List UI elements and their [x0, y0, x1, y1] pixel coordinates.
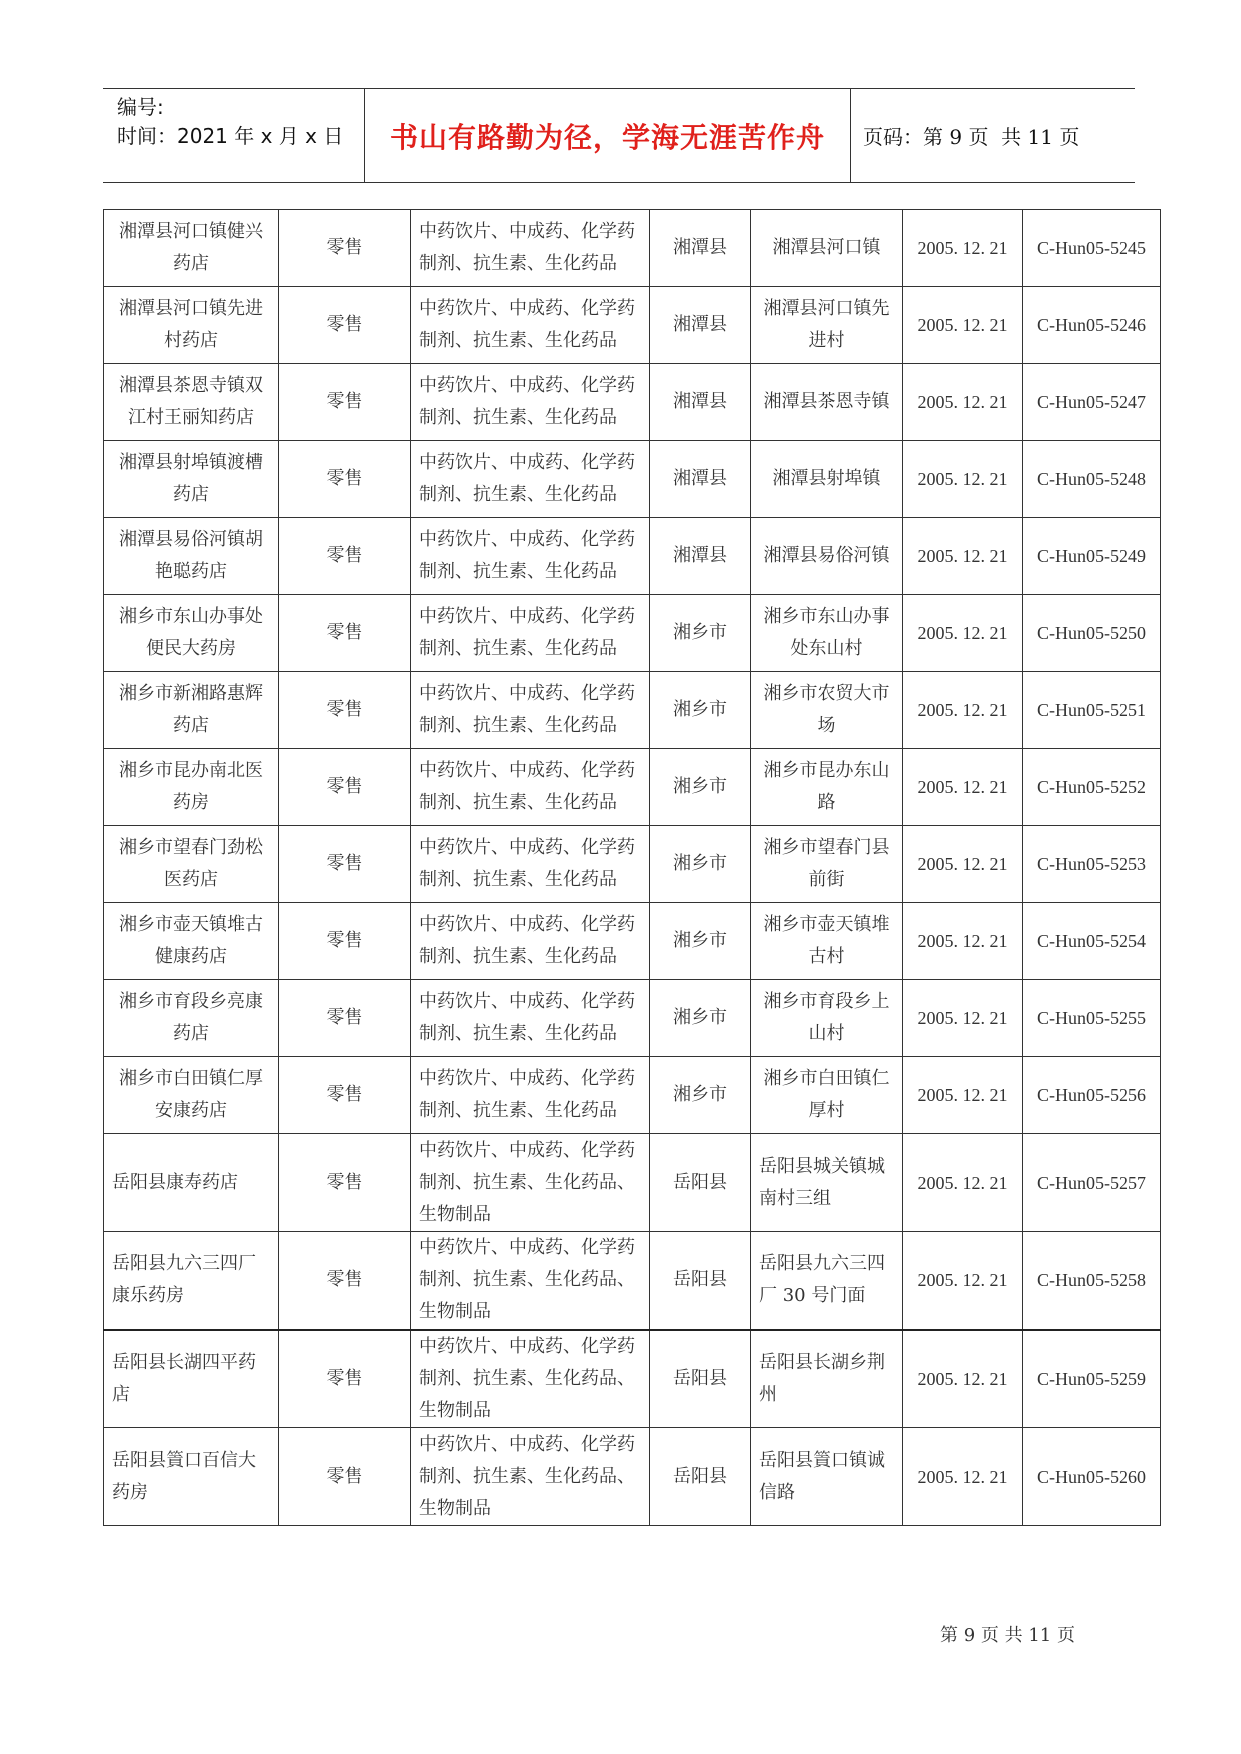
pharmacy-name-cell: 湘潭县河口镇先进村药店 [104, 287, 279, 364]
region-cell: 湘乡市 [650, 595, 751, 672]
issue-date-cell: 2005. 12. 21 [903, 210, 1023, 287]
certificate-code-cell: C-Hun05-5245 [1023, 210, 1161, 287]
table-body [104, 210, 1161, 1526]
address-cell: 湘潭县茶恩寺镇 [751, 364, 903, 441]
table-row [104, 672, 1161, 749]
table-row [104, 826, 1161, 903]
pharmacy-name-cell: 岳阳县九六三四厂康乐药房 [104, 1232, 279, 1330]
issue-date-cell: 2005. 12. 21 [903, 903, 1023, 980]
business-type-cell: 零售 [279, 441, 411, 518]
address-cell: 湘乡市白田镇仁厚村 [751, 1057, 903, 1134]
certificate-code-cell: C-Hun05-5251 [1023, 672, 1161, 749]
business-scope-cell: 中药饮片、中成药、化学药制剂、抗生素、生化药品 [411, 210, 650, 287]
address-cell: 湘乡市昆办东山路 [751, 749, 903, 826]
address-cell: 岳阳县长湖乡荆州 [751, 1330, 903, 1428]
region-cell: 湘潭县 [650, 287, 751, 364]
table-row [104, 441, 1161, 518]
region-cell: 湘潭县 [650, 441, 751, 518]
issue-date-cell: 2005. 12. 21 [903, 1057, 1023, 1134]
address-cell: 湘乡市农贸大市场 [751, 672, 903, 749]
pharmacy-name-cell: 湘乡市望春门劲松医药店 [104, 826, 279, 903]
issue-date-cell: 2005. 12. 21 [903, 287, 1023, 364]
region-cell: 湘乡市 [650, 672, 751, 749]
issue-date-cell: 2005. 12. 21 [903, 1330, 1023, 1428]
region-cell: 湘乡市 [650, 980, 751, 1057]
address-cell: 湘乡市育段乡上山村 [751, 980, 903, 1057]
page-footer: 第 9 页 共 11 页 [940, 1625, 1075, 1646]
page-header [103, 88, 1135, 183]
business-scope-cell: 中药饮片、中成药、化学药制剂、抗生素、生化药品 [411, 826, 650, 903]
table-row [104, 749, 1161, 826]
header-page-number [863, 89, 1079, 182]
time-label: 时间：2021 年 x 月 x 日 [117, 124, 344, 148]
table-row [104, 1428, 1161, 1526]
business-scope-cell: 中药饮片、中成药、化学药制剂、抗生素、生化药品 [411, 672, 650, 749]
region-cell: 湘潭县 [650, 364, 751, 441]
address-cell: 湘潭县射埠镇 [751, 441, 903, 518]
business-scope-cell: 中药饮片、中成药、化学药制剂、抗生素、生化药品 [411, 518, 650, 595]
certificate-code-cell: C-Hun05-5252 [1023, 749, 1161, 826]
table-row [104, 364, 1161, 441]
pharmacy-name-cell: 湘乡市育段乡亮康药店 [104, 980, 279, 1057]
page-label: 页码：第 9 页 共 11 页 [863, 125, 1080, 149]
issue-date-cell: 2005. 12. 21 [903, 595, 1023, 672]
region-cell: 湘乡市 [650, 749, 751, 826]
table-row [104, 518, 1161, 595]
certificate-code-cell: C-Hun05-5260 [1023, 1428, 1161, 1526]
pharmacy-name-cell: 湘乡市壶天镇堆古健康药店 [104, 903, 279, 980]
region-cell: 湘乡市 [650, 826, 751, 903]
certificate-code-cell: C-Hun05-5248 [1023, 441, 1161, 518]
issue-date-cell: 2005. 12. 21 [903, 749, 1023, 826]
region-cell: 岳阳县 [650, 1428, 751, 1526]
business-scope-cell: 中药饮片、中成药、化学药制剂、抗生素、生化药品 [411, 441, 650, 518]
certificate-code-cell: C-Hun05-5256 [1023, 1057, 1161, 1134]
issue-date-cell: 2005. 12. 21 [903, 1134, 1023, 1232]
pharmacy-name-cell: 岳阳县长湖四平药店 [104, 1330, 279, 1428]
table-row [104, 1232, 1161, 1330]
business-type-cell: 零售 [279, 518, 411, 595]
certificate-code-cell: C-Hun05-5258 [1023, 1232, 1161, 1330]
business-scope-cell: 中药饮片、中成药、化学药制剂、抗生素、生化药品 [411, 749, 650, 826]
address-cell: 岳阳县篢口镇诚信路 [751, 1428, 903, 1526]
region-cell: 岳阳县 [650, 1232, 751, 1330]
pharmacy-name-cell: 湘潭县射埠镇渡槽药店 [104, 441, 279, 518]
table-row [104, 287, 1161, 364]
region-cell: 湘乡市 [650, 903, 751, 980]
address-cell: 岳阳县城关镇城南村三组 [751, 1134, 903, 1232]
pharmacy-name-cell: 湘潭县茶恩寺镇双江村王丽知药店 [104, 364, 279, 441]
header-divider [850, 89, 851, 182]
pharmacy-name-cell: 湘潭县河口镇健兴药店 [104, 210, 279, 287]
pharmacy-name-cell: 岳阳县康寿药店 [104, 1134, 279, 1232]
issue-date-cell: 2005. 12. 21 [903, 672, 1023, 749]
region-cell: 湘乡市 [650, 1057, 751, 1134]
pharmacy-name-cell: 湘乡市昆办南北医药房 [104, 749, 279, 826]
issue-date-cell: 2005. 12. 21 [903, 1428, 1023, 1526]
business-scope-cell: 中药饮片、中成药、化学药制剂、抗生素、生化药品 [411, 903, 650, 980]
pharmacy-name-cell: 岳阳县篢口百信大药房 [104, 1428, 279, 1526]
pharmacy-name-cell: 湘乡市白田镇仁厚安康药店 [104, 1057, 279, 1134]
business-type-cell: 零售 [279, 364, 411, 441]
pharmacy-name-cell: 湘潭县易俗河镇胡艳聪药店 [104, 518, 279, 595]
table-row [104, 903, 1161, 980]
certificate-code-cell: C-Hun05-5259 [1023, 1330, 1161, 1428]
business-type-cell: 零售 [279, 1232, 411, 1330]
business-scope-cell: 中药饮片、中成药、化学药制剂、抗生素、生化药品 [411, 364, 650, 441]
business-type-cell: 零售 [279, 903, 411, 980]
address-cell: 湘乡市望春门县前街 [751, 826, 903, 903]
serial-label: 编号: [117, 95, 164, 119]
certificate-code-cell: C-Hun05-5250 [1023, 595, 1161, 672]
business-scope-cell: 中药饮片、中成药、化学药制剂、抗生素、生化药品、生物制品 [411, 1134, 650, 1232]
business-type-cell: 零售 [279, 210, 411, 287]
issue-date-cell: 2005. 12. 21 [903, 980, 1023, 1057]
pharmacy-name-cell: 湘乡市新湘路惠辉药店 [104, 672, 279, 749]
issue-date-cell: 2005. 12. 21 [903, 826, 1023, 903]
region-cell: 湘潭县 [650, 210, 751, 287]
header-motto: 书山有路勤为径，学海无涯苦作舟 [389, 120, 825, 154]
business-scope-cell: 中药饮片、中成药、化学药制剂、抗生素、生化药品 [411, 980, 650, 1057]
region-cell: 岳阳县 [650, 1134, 751, 1232]
region-cell: 岳阳县 [650, 1330, 751, 1428]
region-cell: 湘潭县 [650, 518, 751, 595]
certificate-code-cell: C-Hun05-5257 [1023, 1134, 1161, 1232]
business-type-cell: 零售 [279, 287, 411, 364]
business-type-cell: 零售 [279, 826, 411, 903]
certificate-code-cell: C-Hun05-5249 [1023, 518, 1161, 595]
certificate-code-cell: C-Hun05-5254 [1023, 903, 1161, 980]
certificate-code-cell: C-Hun05-5247 [1023, 364, 1161, 441]
business-scope-cell: 中药饮片、中成药、化学药制剂、抗生素、生化药品 [411, 287, 650, 364]
business-type-cell: 零售 [279, 980, 411, 1057]
address-cell: 湘乡市壶天镇堆古村 [751, 903, 903, 980]
issue-date-cell: 2005. 12. 21 [903, 1232, 1023, 1330]
business-type-cell: 零售 [279, 749, 411, 826]
table-row [104, 1330, 1161, 1428]
header-meta [117, 93, 357, 151]
table-row [104, 210, 1161, 287]
address-cell: 湘潭县易俗河镇 [751, 518, 903, 595]
table-row [104, 1134, 1161, 1232]
table-row [104, 1057, 1161, 1134]
certificate-code-cell: C-Hun05-5253 [1023, 826, 1161, 903]
table-row [104, 595, 1161, 672]
business-type-cell: 零售 [279, 672, 411, 749]
business-type-cell: 零售 [279, 1134, 411, 1232]
pharmacy-name-cell: 湘乡市东山办事处便民大药房 [104, 595, 279, 672]
business-type-cell: 零售 [279, 1428, 411, 1526]
pharmacy-table [103, 209, 1161, 1526]
business-type-cell: 零售 [279, 1330, 411, 1428]
business-type-cell: 零售 [279, 595, 411, 672]
address-cell: 湘潭县河口镇先进村 [751, 287, 903, 364]
business-scope-cell: 中药饮片、中成药、化学药制剂、抗生素、生化药品 [411, 1057, 650, 1134]
business-scope-cell: 中药饮片、中成药、化学药制剂、抗生素、生化药品、生物制品 [411, 1330, 650, 1428]
issue-date-cell: 2005. 12. 21 [903, 364, 1023, 441]
business-scope-cell: 中药饮片、中成药、化学药制剂、抗生素、生化药品、生物制品 [411, 1428, 650, 1526]
table-row [104, 980, 1161, 1057]
business-scope-cell: 中药饮片、中成药、化学药制剂、抗生素、生化药品 [411, 595, 650, 672]
certificate-code-cell: C-Hun05-5255 [1023, 980, 1161, 1057]
address-cell: 岳阳县九六三四厂 30 号门面 [751, 1232, 903, 1330]
business-scope-cell: 中药饮片、中成药、化学药制剂、抗生素、生化药品、生物制品 [411, 1232, 650, 1330]
issue-date-cell: 2005. 12. 21 [903, 518, 1023, 595]
issue-date-cell: 2005. 12. 21 [903, 441, 1023, 518]
certificate-code-cell: C-Hun05-5246 [1023, 287, 1161, 364]
address-cell: 湘乡市东山办事处东山村 [751, 595, 903, 672]
business-type-cell: 零售 [279, 1057, 411, 1134]
address-cell: 湘潭县河口镇 [751, 210, 903, 287]
